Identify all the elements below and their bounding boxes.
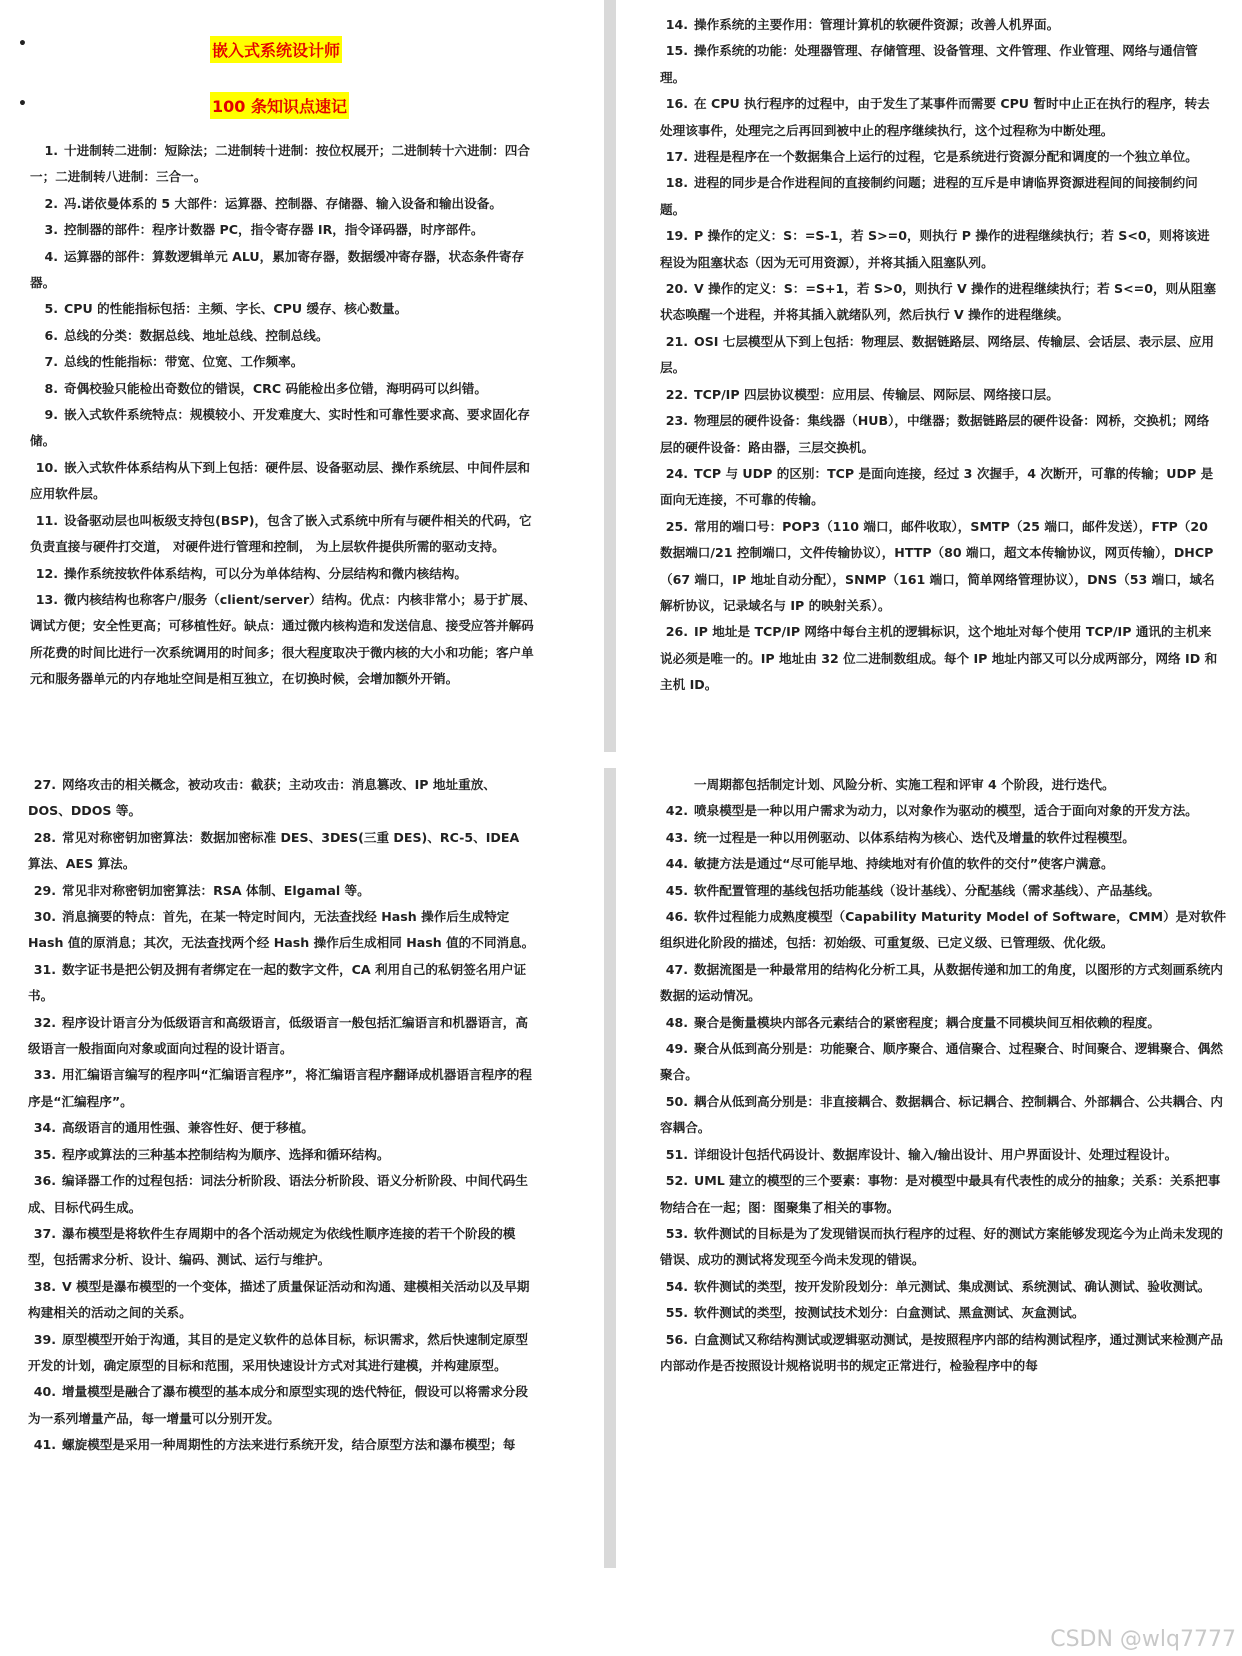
item-number: 43. — [665, 829, 688, 845]
bullet: • — [18, 96, 27, 112]
item-text: 耦合从低到高分别是：非直接耦合、数据耦合、标记耦合、控制耦合、外部耦合、公共耦合、内容耦合。 — [660, 1093, 1223, 1136]
list-item — [660, 904, 1232, 957]
item-number: 46. — [665, 909, 688, 925]
list-item — [660, 619, 1220, 698]
list-item — [28, 1221, 536, 1274]
item-number: 39. — [33, 1331, 56, 1347]
item-number: 49. — [665, 1041, 688, 1057]
list-item — [28, 1168, 536, 1221]
list-item — [28, 1327, 536, 1380]
item-number: 24. — [665, 465, 688, 481]
item-text: 常见非对称密钥加密算法：RSA 体制、Elgamal 等。 — [62, 882, 370, 898]
item-number: 54. — [665, 1278, 688, 1294]
item-text: TCP 与 UDP 的区别：TCP 是面向连接，经过 3 次握手，4 次断开，可靠的传输；UDP 是面向无连接，不可靠的传输。 — [660, 465, 1214, 508]
item-number: 44. — [665, 856, 688, 872]
item-number: 29. — [33, 882, 56, 898]
list-item — [30, 296, 536, 322]
item-number: 55. — [665, 1305, 688, 1321]
list-item — [660, 144, 1220, 170]
item-number: 9. — [44, 407, 58, 423]
item-number: 50. — [665, 1093, 688, 1109]
list-item — [30, 508, 536, 561]
item-number: 14. — [665, 17, 688, 32]
item-number: 3. — [44, 222, 58, 238]
list-item — [660, 514, 1220, 620]
list-item — [28, 1062, 536, 1115]
item-text: 软件测试的类型，按开发阶段划分：单元测试、集成测试、系统测试、确认测试、验收测试。 — [694, 1278, 1211, 1294]
item-text: V 操作的定义：S：=S+1，若 S>0，则执行 V 操作的进程继续执行；若 S<=0，则从阻塞状态唤醒一个进程，并将其插入就绪队列，然后执行 V 操作的进程继续。 — [660, 281, 1216, 323]
item-number: 27. — [33, 777, 56, 792]
item-number: 52. — [665, 1173, 688, 1189]
list-item — [660, 1300, 1232, 1326]
item-number: 32. — [33, 1014, 56, 1030]
item-text: 操作系统按软件体系结构，可以分为单体结构、分层结构和微内核结构。 — [64, 565, 467, 581]
list-item — [30, 244, 536, 297]
list-item — [660, 1142, 1232, 1168]
item-text: OSI 七层模型从下到上包括：物理层、数据链路层、网络层、传输层、会话层、表示层、应用层。 — [660, 333, 1215, 376]
list-item — [660, 957, 1232, 1010]
list-item — [660, 38, 1220, 91]
doc-title: 嵌入式系统设计师 — [210, 36, 342, 63]
item-text: 原型模型开始于沟通，其目的是定义软件的总体目标，标识需求，然后快速制定原型开发的计划，确定原型的目标和范围，采用快速设计方式对其进行建模，并构建原型。 — [28, 1331, 528, 1373]
item-text: 总线的分类：数据总线、地址总线、控制总线。 — [64, 327, 329, 343]
item-text: 数字证书是把公钥及拥有者绑定在一起的数字文件，CA 利用自己的私钥签名用户证书。 — [28, 961, 527, 1004]
item-text: 进程是程序在一个数据集合上运行的过程，它是系统进行资源分配和调度的一个独立单位。 — [694, 149, 1198, 165]
item-number: 4. — [44, 248, 58, 264]
item-text: 高级语言的通用性强、兼容性好、便于移植。 — [62, 1120, 314, 1136]
list-item — [30, 455, 536, 508]
bullet: • — [18, 36, 27, 52]
item-text: V 模型是瀑布模型的一个变体，描述了质量保证活动和沟通、建模相关活动以及早期构建相关的活动之间的关系。 — [28, 1278, 530, 1321]
item-list — [30, 138, 536, 693]
page-3 — [0, 768, 600, 1568]
list-item — [30, 561, 536, 587]
list-item — [30, 138, 536, 191]
list-item — [660, 1036, 1232, 1089]
item-text: 软件测试的类型，按测试技术划分：白盒测试、黑盒测试、灰盒测试。 — [694, 1305, 1085, 1321]
list-item — [660, 1327, 1232, 1380]
list-item — [660, 772, 1232, 798]
item-text: 详细设计包括代码设计、数据库设计、输入/输出设计、用户界面设计、处理过程设计。 — [694, 1146, 1178, 1162]
item-list — [660, 772, 1232, 1379]
item-text: 常用的端口号：POP3（110 端口，邮件收取），SMTP（25 端口，邮件发送），FTP（20 数据端口/21 控制端口，文件传输协议），HTTP（80 端口，超文本传输协议，网页传输），DHCP（67 端口，IP 地址自动分配），SNMP（161 端口，简单网络管理协议），DNS（53 端口，域名解析协议，记录域名与 IP 的映射关系）。 — [660, 518, 1215, 613]
item-number: 7. — [44, 354, 58, 370]
item-text: TCP/IP 四层协议模型：应用层、传输层、网际层、网络接口层。 — [694, 386, 1059, 402]
item-number: 36. — [33, 1173, 56, 1189]
list-item — [660, 851, 1232, 877]
item-number: 13. — [35, 591, 58, 607]
item-text: 设备驱动层也叫板级支持包(BSP)，包含了嵌入式系统中所有与硬件相关的代码，它负责直接与硬件打交道， 对硬件进行管理和控制， 为上层软件提供所需的驱动支持。 — [30, 512, 532, 555]
item-text: IP 地址是 TCP/IP 网络中每台主机的逻辑标识，这个地址对每个使用 TCP/IP 通讯的主机来说必须是唯一的。IP 地址由 32 位二进制数组成。每个 IP 地址内部又可以分成两部分，网络 ID 和主机 ID。 — [660, 624, 1218, 693]
list-item — [28, 825, 536, 878]
list-item — [28, 772, 536, 825]
item-number: 30. — [33, 909, 56, 925]
list-item — [28, 1274, 536, 1327]
item-number: 26. — [665, 624, 688, 640]
item-text: CPU 的性能指标包括：主频、字长、CPU 缓存、核心数量。 — [64, 301, 408, 317]
item-number: 28. — [33, 829, 56, 845]
item-text: 数据流图是一种最常用的结构化分析工具，从数据传递和加工的角度，以图形的方式刻画系统内数据的运动情况。 — [660, 961, 1223, 1004]
item-text: 操作系统的主要作用：管理计算机的软硬件资源；改善人机界面。 — [694, 17, 1060, 32]
item-text: 十进制转二进制：短除法；二进制转十进制：按位权展开；二进制转十六进制：四合一；二进制转八进制：三合一。 — [30, 143, 530, 185]
list-item — [30, 402, 536, 455]
item-number: 47. — [665, 961, 688, 977]
item-text: 嵌入式软件体系结构从下到上包括：硬件层、设备驱动层、操作系统层、中间件层和应用软件层。 — [30, 459, 530, 502]
list-item — [30, 376, 536, 402]
item-text: 软件配置管理的基线包括功能基线（设计基线）、分配基线（需求基线）、产品基线。 — [694, 882, 1160, 898]
item-number: 41. — [33, 1437, 56, 1453]
item-text: 程序设计语言分为低级语言和高级语言，低级语言一般包括汇编语言和机器语言，高级语言一般指面向对象或面向过程的设计语言。 — [28, 1014, 528, 1057]
item-text: 瀑布模型是将软件生存周期中的各个活动规定为依线性顺序连接的若干个阶段的模型，包括需求分析、设计、编码、测试、运行与维护。 — [28, 1225, 516, 1268]
item-text: 进程的同步是合作进程间的直接制约问题；进程的互斥是申请临界资源进程间的间接制约问题。 — [660, 175, 1198, 217]
item-number: 19. — [665, 228, 688, 244]
page-4 — [620, 768, 1242, 1568]
list-item — [30, 323, 536, 349]
item-text: 用汇编语言编写的程序叫“汇编语言程序”，将汇编语言程序翻译成机器语言程序的程序是“汇编程序”。 — [28, 1067, 532, 1109]
item-number: 17. — [665, 149, 688, 165]
item-text: 微内核结构也称客户/服务（client/server）结构。优点：内核非常小；易于扩展、调试方便；安全性更高；可移植性好。缺点：通过微内核构造和发送信息、接受应答并解码所花费的时间比进行一次系统调用的时间多；很大程度取决于微内核的大小和功能；客户单元和服务器单元的内存地址空间是相互独立，在切换时候，会增加额外开销。 — [30, 591, 536, 687]
list-item — [660, 382, 1220, 408]
list-item — [30, 191, 536, 217]
list-item — [30, 587, 536, 693]
item-number: 1. — [44, 143, 58, 158]
list-item — [28, 1115, 536, 1141]
list-item — [660, 1010, 1232, 1036]
list-item — [30, 217, 536, 243]
item-text: 控制器的部件：程序计数器 PC，指令寄存器 IR，指令译码器，时序部件。 — [64, 222, 484, 238]
list-item — [660, 91, 1220, 144]
item-text: 消息摘要的特点：首先，在某一特定时间内，无法查找经 Hash 操作后生成特定 Hash 值的原消息；其次，无法查找两个经 Hash 操作后生成相同 Hash 值的不同消息。 — [28, 909, 535, 951]
list-item — [660, 1274, 1232, 1300]
item-text: 操作系统的功能：处理器管理、存储管理、设备管理、文件管理、作业管理、网络与通信管理。 — [660, 43, 1198, 85]
list-item — [28, 1010, 536, 1063]
item-number: 5. — [44, 301, 58, 317]
item-text: 冯.诺依曼体系的 5 大部件：运算器、控制器、存储器、输入设备和输出设备。 — [64, 195, 502, 211]
item-number: 37. — [33, 1225, 56, 1241]
list-item — [28, 878, 536, 904]
item-text: 一周期都包括制定计划、风险分析、实施工程和评审 4 个阶段，进行迭代。 — [694, 777, 1115, 792]
item-text: 物理层的硬件设备：集线器（HUB），中继器；数据链路层的硬件设备：网桥，交换机；网络层的硬件设备：路由器，三层交换机。 — [660, 413, 1210, 455]
item-list — [660, 12, 1220, 699]
item-text: 螺旋模型是采用一种周期性的方法来进行系统开发，结合原型方法和瀑布模型；每 — [62, 1437, 516, 1453]
item-number: 22. — [665, 386, 688, 402]
item-text: 聚合从低到高分别是：功能聚合、顺序聚合、通信聚合、过程聚合、时间聚合、逻辑聚合、偶然聚合。 — [660, 1041, 1223, 1083]
list-item — [28, 1142, 536, 1168]
item-number: 40. — [33, 1384, 56, 1400]
item-number: 48. — [665, 1014, 688, 1030]
list-item — [660, 223, 1220, 276]
list-item — [28, 1379, 536, 1432]
item-number: 8. — [44, 380, 58, 396]
list-item — [660, 798, 1232, 824]
list-item — [28, 1432, 536, 1458]
item-number: 2. — [44, 195, 58, 211]
item-text: 聚合是衡量模块内部各元素结合的紧密程度；耦合度量不同模块间互相依赖的程度。 — [694, 1014, 1160, 1030]
item-text: 敏捷方法是通过“尽可能早地、持续地对有价值的软件的交付”使客户满意。 — [694, 856, 1114, 872]
item-number: 34. — [33, 1120, 56, 1136]
list-item — [660, 1089, 1232, 1142]
list-item — [660, 329, 1220, 382]
list-item — [660, 461, 1220, 514]
item-number: 35. — [33, 1146, 56, 1162]
item-number: 45. — [665, 882, 688, 898]
page-1 — [0, 0, 600, 752]
item-text: 运算器的部件：算数逻辑单元 ALU，累加寄存器，数据缓冲寄存器，状态条件寄存器。 — [30, 248, 525, 291]
item-number: 10. — [35, 459, 58, 475]
list-item — [28, 957, 536, 1010]
item-number: 23. — [665, 413, 688, 429]
item-number: 33. — [33, 1067, 56, 1083]
item-number: 6. — [44, 327, 58, 343]
page-gutter — [604, 0, 616, 752]
item-text: 总线的性能指标：带宽、位宽、工作频率。 — [64, 354, 304, 370]
list-item — [660, 408, 1220, 461]
item-text: 嵌入式软件系统特点：规模较小、开发难度大、实时性和可靠性要求高、要求固化存储。 — [30, 407, 530, 449]
item-text: UML 建立的模型的三个要素：事物：是对模型中最具有代表性的成分的抽象；关系：关系把事物结合在一起；图：图聚集了相关的事物。 — [660, 1173, 1221, 1215]
doc-subtitle: 100 条知识点速记 — [210, 92, 349, 119]
item-text: 软件过程能力成熟度模型（Capability Maturity Model of Software，CMM）是对软件组织进化阶段的描述，包括：初始级、可重复级、已定义级、已管理级、优化级。 — [660, 909, 1227, 951]
list-item — [28, 904, 536, 957]
item-number: 21. — [665, 333, 688, 349]
page-gutter — [604, 768, 616, 1568]
item-text: P 操作的定义：S：=S-1，若 S>=0，则执行 P 操作的进程继续执行；若 S<0，则将该进程设为阻塞状态（因为无可用资源），并将其插入阻塞队列。 — [660, 228, 1210, 270]
item-number: 11. — [35, 512, 58, 528]
item-number: 25. — [665, 518, 688, 534]
list-item — [660, 170, 1220, 223]
item-number: 38. — [33, 1278, 56, 1294]
item-number: 12. — [35, 565, 58, 581]
item-text: 网络攻击的相关概念，被动攻击：截获；主动攻击：消息篡改、IP 地址重放、DOS、DDOS 等。 — [28, 777, 496, 819]
item-text: 编译器工作的过程包括：词法分析阶段、语法分析阶段、语义分析阶段、中间代码生成、目标代码生成。 — [28, 1173, 528, 1215]
list-item — [660, 878, 1232, 904]
item-text: 统一过程是一种以用例驱动、以体系结构为核心、迭代及增量的软件过程模型。 — [694, 829, 1135, 845]
item-number: 15. — [665, 43, 688, 59]
list-item — [660, 1168, 1232, 1221]
list-item — [30, 349, 536, 375]
item-number: 56. — [665, 1331, 688, 1347]
item-text: 喷泉模型是一种以用户需求为动力，以对象作为驱动的模型，适合于面向对象的开发方法。 — [694, 803, 1198, 819]
item-text: 增量模型是融合了瀑布模型的基本成分和原型实现的迭代特征，假设可以将需求分段为一系列增量产品，每一增量可以分别开发。 — [28, 1384, 528, 1426]
list-item — [660, 825, 1232, 851]
page-2 — [620, 0, 1242, 752]
item-text: 程序或算法的三种基本控制结构为顺序、选择和循环结构。 — [62, 1146, 390, 1162]
item-list — [28, 772, 536, 1459]
item-number: 18. — [665, 175, 688, 191]
item-number: 20. — [665, 281, 688, 297]
item-text: 软件测试的目标是为了发现错误而执行程序的过程、好的测试方案能够发现迄今为止尚未发现的错误、成功的测试将发现至今尚未发现的错误。 — [660, 1225, 1223, 1268]
watermark: CSDN @wlq7777 — [1050, 1627, 1236, 1652]
item-text: 奇偶校验只能检出奇数位的错误，CRC 码能检出多位错，海明码可以纠错。 — [64, 380, 487, 396]
item-text: 白盒测试又称结构测试或逻辑驱动测试，是按照程序内部的结构测试程序，通过测试来检测产品内部动作是否按照设计规格说明书的规定正常进行，检验程序中的每 — [660, 1331, 1223, 1373]
item-number: 42. — [665, 803, 688, 819]
list-item — [660, 276, 1220, 329]
page-separator — [0, 752, 1242, 768]
item-number: 31. — [33, 961, 56, 977]
item-number: 53. — [665, 1225, 688, 1241]
item-number: 16. — [665, 96, 688, 112]
list-item — [660, 12, 1220, 38]
item-text: 在 CPU 执行程序的过程中，由于发生了某事件而需要 CPU 暂时中止正在执行的程序，转去处理该事件，处理完之后再回到被中止的程序继续执行，这个过程称为中断处理。 — [660, 96, 1210, 138]
list-item — [660, 1221, 1232, 1274]
item-text: 常见对称密钥加密算法：数据加密标准 DES、3DES(三重 DES)、RC-5、IDEA 算法、AES 算法。 — [28, 829, 520, 872]
item-number: 51. — [665, 1146, 688, 1162]
